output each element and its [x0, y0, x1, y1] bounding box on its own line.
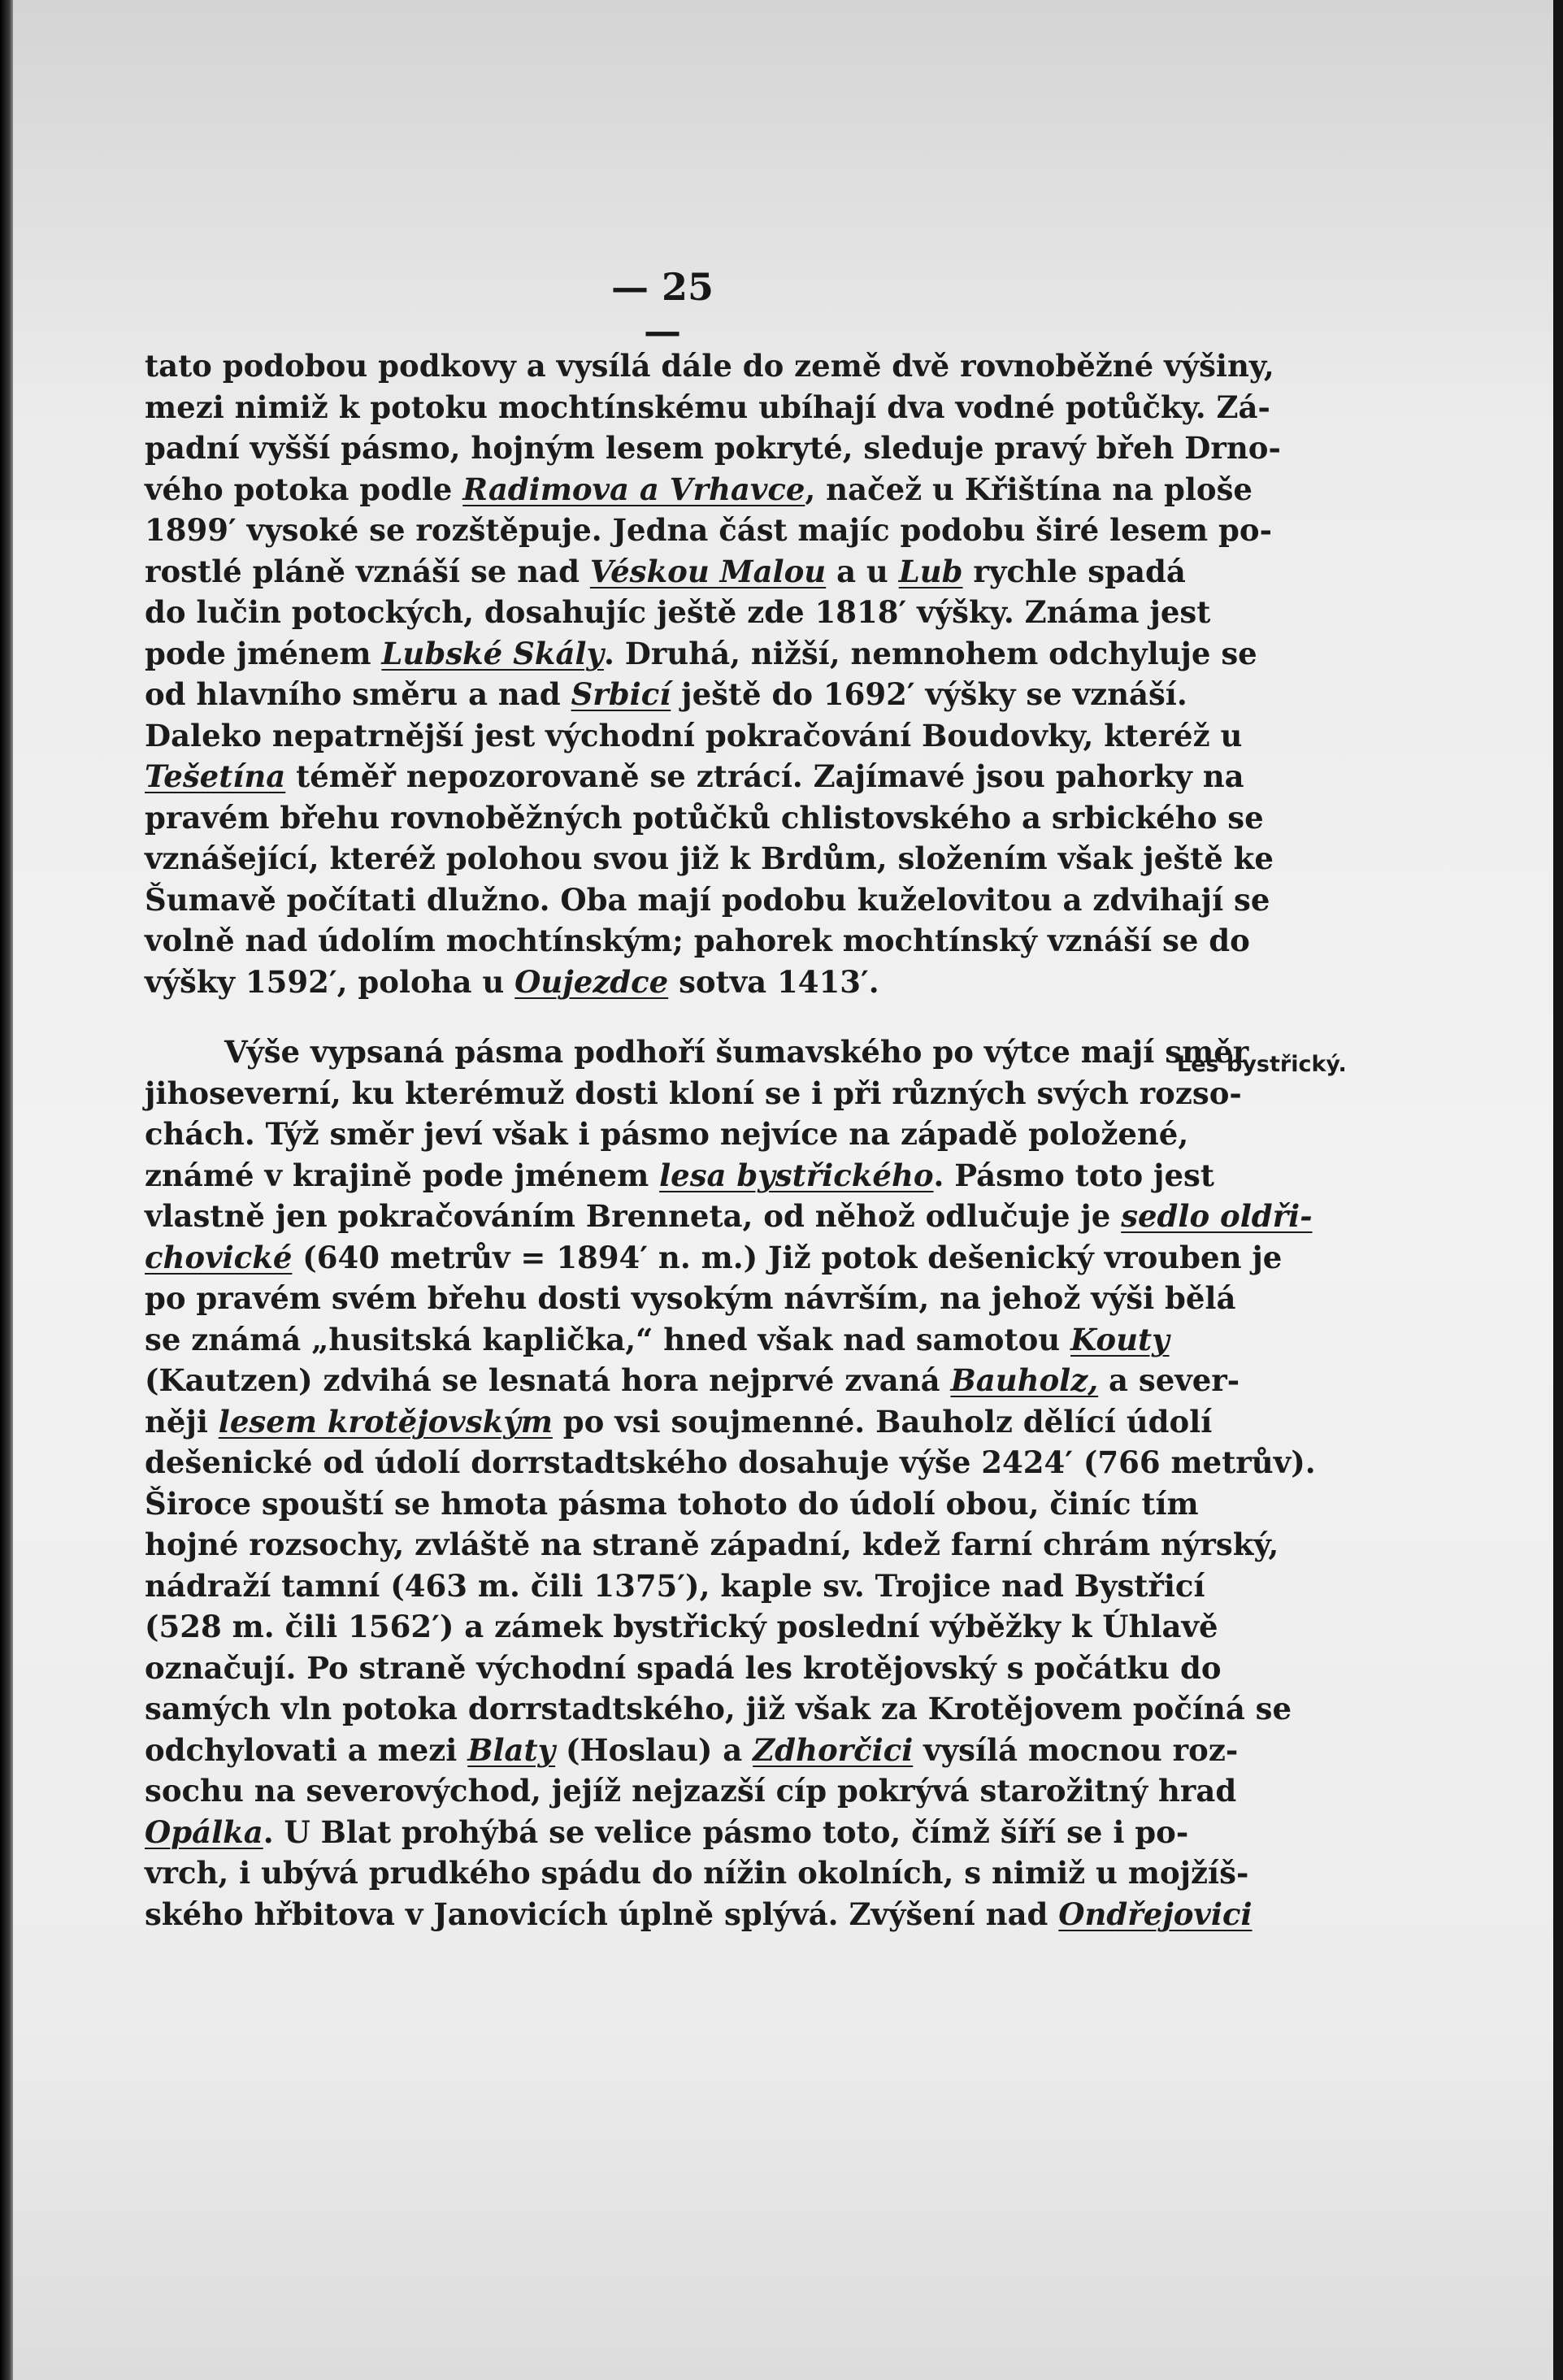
paragraph-1	[145, 345, 1281, 1002]
text-line: (528 m. čili 1562′) a zámek bystřický poslední výběžky k Úhlavě	[145, 1609, 1218, 1644]
text-line: Tešetína téměř nepozorovaně se ztrácí. Zajímavé jsou pahorky na	[145, 758, 1244, 794]
text-line: označují. Po straně východní spadá les krotějovský s počátku do	[145, 1649, 1222, 1686]
place-name: chovické	[145, 1239, 293, 1275]
place-name: Blaty	[467, 1731, 556, 1768]
text-line: po pravém svém břehu dosti vysokým návrším, na jehož výši bělá	[145, 1280, 1236, 1316]
text-line: se známá „husitská kaplička,“ hned však nad samotou Kouty	[145, 1321, 1170, 1357]
text-line: Opálka. U Blat prohýbá se velice pásmo toto, čímž šíří se i po-	[145, 1813, 1189, 1850]
text-line: hojné rozsochy, zvláště na straně západní, kdež farní chrám nýrský,	[145, 1527, 1279, 1562]
text-line: sochu na severovýchod, jejíž nejzazší cíp pokrývá starožitný hrad	[145, 1773, 1237, 1809]
text-line: rostlé pláně vznáší se nad Véskou Malou a u Lub rychle spadá	[145, 553, 1186, 589]
text-line: dešenické od údolí dorrstadtského dosahuje výše 2424′ (766 metrův).	[145, 1444, 1316, 1480]
place-name: lesa bystřického	[659, 1157, 934, 1193]
place-name: Bauholz,	[950, 1362, 1099, 1398]
margin-note: Les bystřický.	[1177, 1052, 1347, 1077]
text-line: Daleko nepatrnější jest východní pokračování Boudovky, kteréž u	[145, 717, 1243, 754]
paragraph-gap	[145, 1002, 1159, 1031]
text-line: mezi nimiž k potoku mochtínskému ubíhají dva vodné potůčky. Zá-	[145, 389, 1270, 425]
place-name: Srbicí	[571, 676, 671, 712]
text-line: chovické (640 metrův = 1894′ n. m.) Již potok dešenický vrouben je	[145, 1239, 1283, 1275]
place-name: Ondřejovici	[1058, 1896, 1253, 1932]
text-line: výšky 1592′, poloha u Oujezdce sotva 1413′.	[145, 963, 879, 1000]
text-line: nádraží tamní (463 m. čili 1375′), kaple sv. Trojice nad Bystřicí	[145, 1567, 1205, 1604]
text-line: (Kautzen) zdvihá se lesnatá hora nejprvé zvaná Bauholz, a sever-	[145, 1362, 1240, 1398]
place-name: Oujezdce	[514, 963, 669, 1000]
place-name: Radimova a Vrhavce	[462, 471, 805, 507]
place-name: Zdhorčici	[753, 1731, 914, 1768]
text-line: volně nad údolím mochtínským; pahorek mochtínský vznáší se do	[145, 923, 1250, 958]
text-line: ského hřbitova v Janovicích úplně splývá. Zvýšení nad Ondřejovici	[145, 1896, 1253, 1932]
text-line: Výše vypsaná pásma podhoří šumavského po výtce mají směr	[224, 1034, 1249, 1070]
text-line: něji lesem krotějovským po vsi soujmenné. Bauholz dělící údolí	[145, 1403, 1213, 1440]
text-line: tato podobou podkovy a vysílá dále do země dvě rovnoběžné výšiny,	[145, 348, 1274, 384]
text-line: do lučin potockých, dosahujíc ještě zde 1818′ výšky. Známa jest	[145, 594, 1211, 630]
text-line: samých vln potoka dorrstadtského, již však za Krotějovem počíná se	[145, 1691, 1292, 1726]
place-name: Opálka	[145, 1813, 263, 1850]
place-name: Véskou Malou	[589, 553, 827, 589]
text-line: Široce spouští se hmota pásma tohoto do údolí obou, činíc tím	[145, 1485, 1199, 1522]
text-line: odchylovati a mezi Blaty (Hoslau) a Zdhorčici vysílá mocnou roz-	[145, 1731, 1239, 1768]
place-name: Tešetína	[145, 758, 286, 794]
scan-border	[0, 0, 13, 2380]
text-line: vznášející, kteréž polohou svou již k Brdům, složením však ještě ke	[145, 840, 1274, 876]
text-line: pode jménem Lubské Skály. Druhá, nižší, nemnohem odchyluje se	[145, 635, 1257, 671]
text-line: chách. Týž směr jeví však i pásmo nejvíce na západě položené,	[145, 1116, 1189, 1152]
text-line: od hlavního směru a nad Srbicí ještě do 1692′ výšky se vznáší.	[145, 676, 1187, 712]
place-name: Lubské Skály	[381, 635, 604, 671]
text-line: vrch, i ubývá prudkého spádu do nížin okolních, s nimiž u mojžíš-	[145, 1855, 1249, 1891]
text-line: Šumavě počítati dlužno. Oba mají podobu kuželovitou a zdvihají se	[145, 881, 1270, 918]
place-name: sedlo oldři-	[1121, 1198, 1313, 1234]
text-line: jihoseverní, ku kterémuž dosti kloní se i při různých svých rozso-	[145, 1075, 1242, 1111]
text-line: vlastně jen pokračováním Brenneta, od něhož odlučuje je sedlo oldři-	[145, 1198, 1313, 1234]
place-name: Kouty	[1070, 1321, 1170, 1357]
text-line: padní vyšší pásmo, hojným lesem pokryté, sleduje pravý břeh Drno-	[145, 430, 1281, 466]
place-name: Lub	[898, 553, 963, 589]
text-line: známé v krajině pode jménem lesa bystřického. Pásmo toto jest	[145, 1157, 1214, 1193]
text-line: 1899′ vysoké se rozštěpuje. Jedna část majíc podobu širé lesem po-	[145, 512, 1272, 548]
text-line: vého potoka podle Radimova a Vrhavce, načež u Křištína na ploše	[145, 471, 1253, 507]
page-number: — 25 —	[610, 265, 714, 353]
text-line: pravém břehu rovnoběžných potůčků chlistovského a srbického se	[145, 799, 1264, 836]
place-name: lesem krotějovským	[218, 1403, 553, 1440]
